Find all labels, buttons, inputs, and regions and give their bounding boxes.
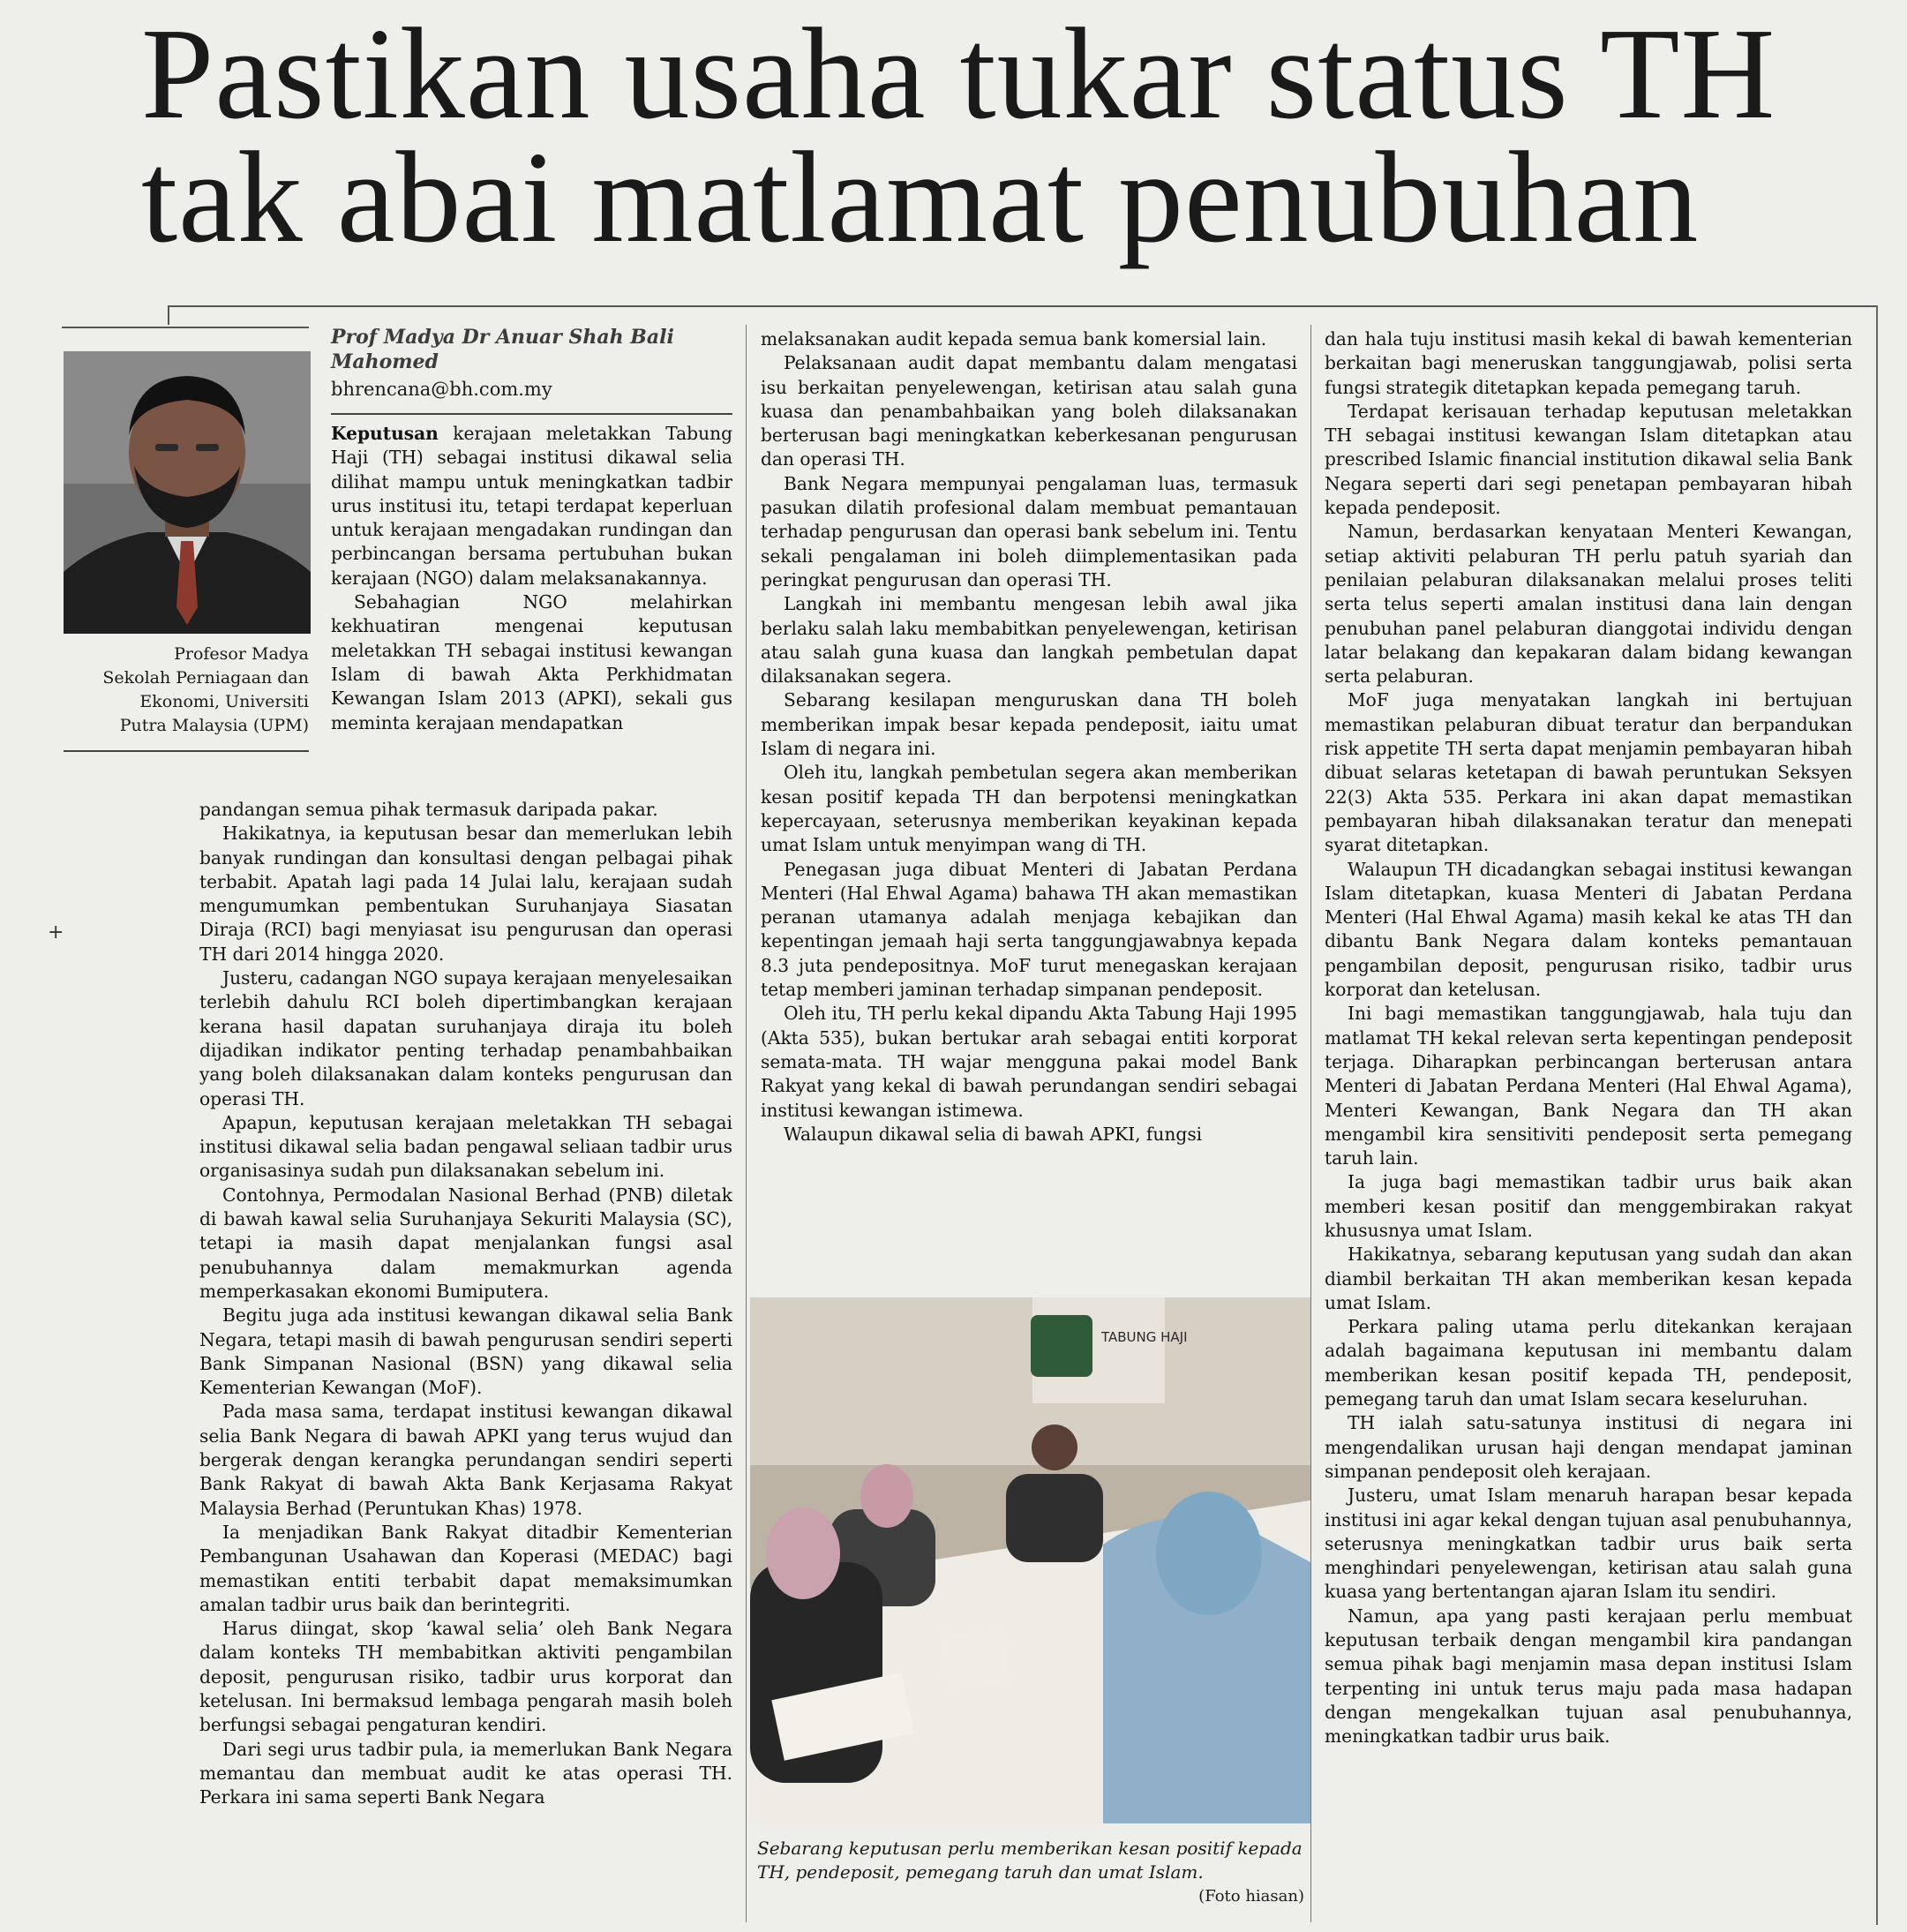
article-paragraph: Langkah ini membantu mengesan lebih awal jika berlaku salah laku membabitkan penyelewengan, ketirisan atau salah guna kuasa dan langkah pembetulan dapat dilaksanakan segera. <box>761 593 1297 688</box>
byline-rule <box>331 413 732 415</box>
article-paragraph: Hakikatnya, sebarang keputusan yang sudah dan akan diambil berkaitan TH akan memberikan kesan kepada umat Islam. <box>1325 1244 1852 1313</box>
article-paragraph: MoF juga menyatakan langkah ini bertujuan memastikan pelaburan dibuat teratur dan berpandukan risk appetite TH serta dapat menjamin pembayaran hibah dibuat selaras ketetapan di bawah peruntukan Seksyen 22(3) Akta 535. Perkara ini akan dapat memastikan pembayaran hibah dilaksanakan teratur dan menepati syarat ditetapkan. <box>1325 689 1852 856</box>
crosshair-marker-icon: + <box>48 921 64 943</box>
article-paragraph: Terdapat kerisauan terhadap keputusan meletakkan TH sebagai institusi kewangan Islam ditetapkan atau prescribed Islamic financial institution dikawal selia Bank Negara seperti dari segi penetapan pembayaran hibah kepada pendeposit. <box>1325 400 1852 519</box>
author-portrait <box>64 351 311 634</box>
article-paragraph: Penegasan juga dibuat Menteri di Jabatan Perdana Menteri (Hal Ehwal Agama) bahawa TH akan memastikan peranan utamanya adalah menjaga kebajikan dan kepentingan jemaah haji serta tanggungjawabnya kepada 8.3 juta pendepositnya. MoF turut menegaskan kerajaan tetap memberi jaminan terhadap simpanan pendeposit. <box>761 858 1297 1001</box>
article-column-2 <box>761 327 1297 1146</box>
photo-caption <box>757 1837 1304 1908</box>
article-column-1-lower <box>199 798 732 1809</box>
article-paragraph: Namun, berdasarkan kenyataan Menteri Kewangan, setiap aktiviti pelaburan TH perlu patuh syariah dan penilaian pelaburan dilaksanakan melalui proses teliti serta telus seperti amalan institusi dana lain dengan penubuhan panel pelaburan dianggotai individu dengan latar belakang dan kepakaran dalam bidang kewangan serta pelaburan. <box>1325 521 1852 688</box>
author-caption-line: Profesor Madya <box>174 644 309 664</box>
article-paragraph: Oleh itu, TH perlu kekal dipandu Akta Tabung Haji 1995 (Akta 535), bukan bertukar arah sebagai entiti korporat semata-mata. TH wajar mengguna pakai model Bank Rakyat yang kekal di bawah perundangan sendiri sebagai institusi kewangan istimewa. <box>761 1003 1297 1121</box>
article-paragraph: Contohnya, Permodalan Nasional Berhad (PNB) diletak di bawah kawal selia Suruhanjaya Sekuriti Malaysia (SC), tetapi ia masih dapat menjalankan fungsi asal penubuhannya dalam memakmurkan agenda memperkasakan ekonomi Bumiputera. <box>199 1184 732 1302</box>
photo-caption-text: Sebarang keputusan perlu memberikan kesan positif kepada TH, pendeposit, pemegang taruh dan umat Islam. <box>757 1838 1303 1883</box>
article-paragraph-continuation: melaksanakan audit kepada semua bank komersial lain. <box>761 328 1267 350</box>
author-portrait-drawing <box>64 351 311 634</box>
author-caption-line: Putra Malaysia (UPM) <box>119 716 309 735</box>
author-caption-line: Ekonomi, Universiti <box>139 692 309 711</box>
article-paragraph: Pelaksanaan audit dapat membantu dalam mengatasi isu berkaitan penyelewengan, ketirisan atau salah guna kuasa dan penambahbaikan yang boleh dilaksanakan berterusan bagi meningkatkan keberkesanan pengurusan dan operasi TH. <box>761 352 1297 470</box>
column-divider <box>1310 325 1311 1922</box>
author-name: Prof Madya Dr Anuar Shah Bali Mahomed <box>331 326 674 373</box>
article-paragraph-continuation: dan hala tuju institusi masih kekal di bawah kementerian berkaitan bagi meneruskan tanggungjawab, polisi serta fungsi strategik ditetapkan kepada pemegang taruh. <box>1325 328 1852 398</box>
column-divider <box>746 325 747 1922</box>
article-paragraph: Hakikatnya, ia keputusan besar dan memerlukan lebih banyak rundingan dan konsultasi dengan pelbagai pihak terbabit. Apatah lagi pada 14 Julai lalu, kerajaan sudah mengumumkan pembentukan Suruhanjaya Siasatan Diraja (RCI) bagi menyiasat isu pengurusan dan operasi TH dari 2014 hingga 2020. <box>199 823 732 965</box>
frame-rule-right <box>1876 305 1878 1925</box>
article-paragraph: TH ialah satu-satunya institusi di negara ini mengendalikan urusan haji dengan mendapat jaminan simpanan pendeposit oleh kerajaan. <box>1325 1412 1852 1482</box>
author-box-top-rule <box>62 327 309 328</box>
article-paragraph: Justeru, cadangan NGO supaya kerajaan menyelesaikan terlebih dahulu RCI boleh dipertimbangkan kerajaan kerana hasil dapatan suruhanjaya diraja itu boleh dijadikan indikator penting terhadap penambahbaikan yang boleh dilaksanakan dalam konteks pengurusan dan operasi TH. <box>199 967 732 1109</box>
article-paragraph: Ia menjadikan Bank Rakyat ditadbir Kementerian Pembangunan Usahawan dan Koperasi (MEDAC) bagi memastikan entiti terbabit dapat memaksimumkan amalan tadbir urus baik dan berintegriti. <box>199 1521 732 1615</box>
article-paragraph: Pada masa sama, terdapat institusi kewangan dikawal selia Bank Negara di bawah APKI yang terus wujud dan bergerak dengan kerangka perundangan sendiri seperti Bank Rakyat di bawah Akta Bank Kerjasama Rakyat Malaysia Berhad (Peruntukan Khas) 1978. <box>199 1401 732 1519</box>
article-paragraph: Perkara paling utama perlu ditekankan kerajaan adalah bagaimana keputusan ini membantu dalam memberikan kesan positif kepada TH, pendeposit, pemegang taruh dan umat Islam secara keseluruhan. <box>1325 1316 1852 1410</box>
photo-credit: (Foto hiasan) <box>1198 1887 1304 1906</box>
article-paragraph: Sebahagian NGO melahirkan kekhuatiran mengenai keputusan meletakkan TH sebagai institusi kewangan Islam di bawah Akta Perkhidmatan Kewangan Islam 2013 (APKI), sekali gus meminta kerajaan mendapatkan <box>331 591 732 733</box>
photo-sign-text: TABUNG HAJI <box>1101 1329 1188 1345</box>
article-paragraph: Apapun, keputusan kerajaan meletakkan TH sebagai institusi dikawal selia badan pengawal seliaan tadbir urus organisasinya sudah pun dilaksanakan sebelum ini. <box>199 1111 732 1182</box>
article-column-3 <box>1325 327 1852 1749</box>
article-paragraph <box>331 422 732 590</box>
article-paragraph: Walaupun dikawal selia di bawah APKI, fungsi <box>784 1123 1203 1145</box>
article-paragraph: Namun, apa yang pasti kerajaan perlu membuat keputusan terbaik dengan mengambil kira pandangan semua pihak bagi menjamin masa depan institusi Islam terpenting ini untuk terus maju pada masa hadapan dengan mengekalkan tujuan asal penubuhannya, meningkatkan tadbir urus baik. <box>1325 1605 1852 1748</box>
headline-line-2: tak abai matlamat penubuhan <box>141 125 1700 270</box>
article-paragraph-continuation: pandangan semua pihak termasuk daripada pakar. <box>199 799 658 820</box>
article-paragraph: Walaupun TH dicadangkan sebagai institusi kewangan Islam ditetapkan, kuasa Menteri di Jabatan Perdana Menteri (Hal Ehwal Agama) masih kekal ke atas TH dan dibantu Bank Negara dalam konteks pemantauan pengambilan deposit, pengurusan risiko, tadbir urus korporat dan ketelusan. <box>1325 858 1852 1001</box>
author-email[interactable]: bhrencana@bh.com.my <box>331 379 552 400</box>
author-caption-rule <box>64 750 309 752</box>
article-paragraph: Ia juga bagi memastikan tadbir urus baik akan memberi kesan positif dan menggembirakan rakyat khususnya umat Islam. <box>1325 1171 1852 1241</box>
article-paragraph: Oleh itu, langkah pembetulan segera akan memberikan kesan positif kepada TH dan berpotensi meningkatkan kepercayaan, seterusnya memberikan keyakinan kepada umat Islam untuk menyimpan wang di TH. <box>761 762 1297 856</box>
headline <box>141 2 1818 270</box>
article-paragraph: Harus diingat, skop ‘kawal selia’ oleh Bank Negara dalam konteks TH membabitkan aktiviti pengambilan deposit, pengurusan risiko, tadbir urus korporat dan ketelusan. Ini bermaksud lembaga pengarah masih boleh berfungsi sebagai pengaturan kendiri. <box>199 1618 732 1736</box>
frame-rule-top <box>168 305 1878 307</box>
article-paragraph: Sebarang kesilapan menguruskan dana TH boleh memberikan impak besar kepada pendeposit, iaitu umat Islam di negara ini. <box>761 689 1297 760</box>
lead-word: Keputusan <box>331 423 439 444</box>
headline-line-1: Pastikan usaha tukar status TH <box>141 2 1776 147</box>
article-paragraph: Ini bagi memastikan tanggungjawab, hala tuju dan matlamat TH kekal relevan serta kepentingan pendeposit terjaga. Diharapkan perbincangan berterusan antara Menteri di Jabatan Perdana Menteri (Hal Ehwal Agama), Menteri Kewangan, Bank Negara dan TH akan mengambil kira sensitiviti pendeposit serta pemegang taruh lain. <box>1325 1003 1852 1169</box>
lead-text: kerajaan meletakkan Tabung Haji (TH) sebagai institusi dikawal selia dilihat mampu untuk meningkatkan tadbir urus institusi itu, tetapi terdapat keperluan untuk kerajaan mengadakan rundingan dan perbincangan bersama pertubuhan bukan kerajaan (NGO) dalam melaksanakannya. <box>331 423 732 589</box>
article-paragraph: Bank Negara mempunyai pengalaman luas, termasuk pasukan dilatih profesional dalam membuat pemantauan terhadap pengurusan dan operasi bank sebelum ini. Tentu sekali pengalaman ini boleh diimplementasikan pada peringkat pengurusan dan operasi TH. <box>761 472 1297 590</box>
article-paragraph: Begitu juga ada institusi kewangan dikawal selia Bank Negara, tetapi masih di bawah pengurusan sendiri seperti Bank Simpanan Nasional (BSN) yang dikawal selia Kementerian Kewangan (MoF). <box>199 1304 732 1399</box>
article-paragraph: Dari segi urus tadbir pula, ia memerlukan Bank Negara memantau dan membuat audit ke atas operasi TH. Perkara ini sama seperti Bank Negara <box>199 1738 732 1808</box>
news-photo-drawing <box>750 1297 1310 1823</box>
article-paragraph: Justeru, umat Islam menaruh harapan besar kepada institusi ini agar kekal dengan tujuan asal penubuhannya, seterusnya meningkatkan tadbir urus baik serta menghindari penyelewengan, ketirisan atau salah guna kuasa yang bertentangan ajaran Islam itu sendiri. <box>1325 1485 1852 1603</box>
author-caption-line: Sekolah Perniagaan dan <box>102 668 309 688</box>
news-photo-bank-counter <box>750 1297 1310 1823</box>
byline <box>331 325 732 415</box>
author-caption <box>64 643 309 738</box>
article-column-1-upper <box>331 422 732 735</box>
frame-rule-left-tick <box>168 305 169 325</box>
